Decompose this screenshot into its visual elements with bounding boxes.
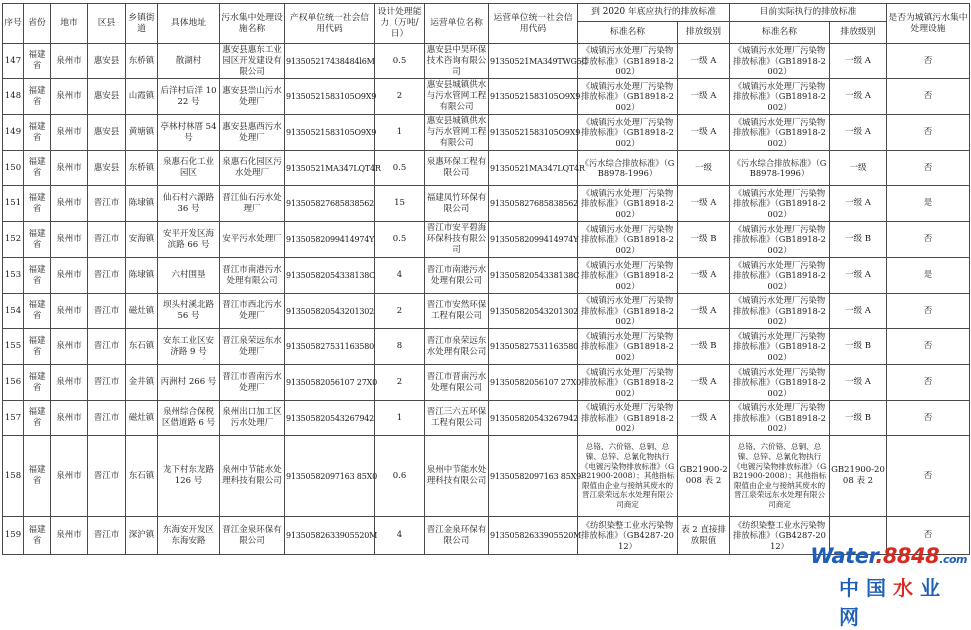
cell-current: 《城镇污水处理厂污染物排放标准》（GB18918-2002） bbox=[730, 44, 830, 79]
cell-county: 晋江市 bbox=[88, 329, 126, 365]
cell-facility: 晋江市晋南污水处理厂 bbox=[220, 365, 285, 401]
cell-current: 《城镇污水处理厂污染物排放标准》（GB18918-2002） bbox=[730, 258, 830, 294]
table-row bbox=[3, 294, 970, 329]
cell-address: 坝头村溪北路 56 号 bbox=[158, 294, 220, 329]
cell-level2020: 一级 A bbox=[678, 115, 730, 151]
cell-facility: 晋江仙石污水处理厂 bbox=[220, 186, 285, 222]
cell-province: 福建省 bbox=[24, 436, 51, 517]
cell-level-current: 一级 B bbox=[830, 329, 887, 365]
cell-capacity: 0.5 bbox=[375, 44, 425, 79]
cell-capacity: 0.6 bbox=[375, 436, 425, 517]
cell-operator: 晋江三六五环保工程有限公司 bbox=[425, 401, 489, 436]
table-row bbox=[3, 79, 970, 115]
cell-province: 福建省 bbox=[24, 79, 51, 115]
table-row bbox=[3, 151, 970, 186]
cell-operator: 泉州中节能水处理科技有限公司 bbox=[425, 436, 489, 517]
cell-std2020: 《城镇污水处理厂污染物排放标准》（GB18918-2002） bbox=[578, 258, 678, 294]
cell-level2020: 一级 B bbox=[678, 222, 730, 258]
cell-operator: 惠安县中昊环保技术咨询有限公司 bbox=[425, 44, 489, 79]
cell-province: 福建省 bbox=[24, 115, 51, 151]
cell-level2020: 一级 A bbox=[678, 401, 730, 436]
cell-facility: 惠安县惠东工业园区开发建设有限公司 bbox=[220, 44, 285, 79]
cell-address: 散湖村 bbox=[158, 44, 220, 79]
cell-address: 安平开发区海滨路 66 号 bbox=[158, 222, 220, 258]
cell-province: 福建省 bbox=[24, 401, 51, 436]
cell-owner-credit: 91350521583105O9X9 bbox=[285, 79, 375, 115]
cell-operator-credit: 91350582097163 85X9 bbox=[489, 436, 578, 517]
cell-urban: 否 bbox=[887, 222, 970, 258]
cell-owner-credit: 91350582097163 85X0 bbox=[285, 436, 375, 517]
cell-county: 晋江市 bbox=[88, 436, 126, 517]
cell-urban: 是 bbox=[887, 258, 970, 294]
header-facility: 污水集中处理设施名称 bbox=[220, 4, 285, 44]
cell-current: 《城镇污水处理厂污染物排放标准》（GB18918-2002） bbox=[730, 401, 830, 436]
cell-county: 晋江市 bbox=[88, 222, 126, 258]
cell-owner-credit: 913505827685838562 bbox=[285, 186, 375, 222]
header-operator-credit: 运营单位统一社会信用代码 bbox=[489, 4, 578, 44]
cell-county: 晋江市 bbox=[88, 258, 126, 294]
cell-address: 六村围垦 bbox=[158, 258, 220, 294]
table-row bbox=[3, 329, 970, 365]
cell-town: 东桥镇 bbox=[126, 151, 158, 186]
cell-operator: 晋江市泉荣远东水处理有限公司 bbox=[425, 329, 489, 365]
cell-city: 泉州市 bbox=[51, 329, 88, 365]
cell-address: 泉州综合保税区借道路 6 号 bbox=[158, 401, 220, 436]
cell-town: 陈埭镇 bbox=[126, 186, 158, 222]
cell-urban: 否 bbox=[887, 365, 970, 401]
cell-operator: 泉惠环保工程有限公司 bbox=[425, 151, 489, 186]
cell-province: 福建省 bbox=[24, 258, 51, 294]
cell-urban: 否 bbox=[887, 44, 970, 79]
cell-town: 磁灶镇 bbox=[126, 294, 158, 329]
cell-std2020: 《城镇污水处理厂污染物排放标准》（GB18918-2002） bbox=[578, 222, 678, 258]
cell-city: 泉州市 bbox=[51, 44, 88, 79]
cell-address: 龙下村东龙路 126 号 bbox=[158, 436, 220, 517]
cell-province: 福建省 bbox=[24, 517, 51, 555]
cell-county: 晋江市 bbox=[88, 294, 126, 329]
cell-current: 《城镇污水处理厂污染物排放标准》（GB18918-2002） bbox=[730, 329, 830, 365]
cell-current: 《城镇污水处理厂污染物排放标准》（GB18918-2002） bbox=[730, 365, 830, 401]
cell-seq: 153 bbox=[3, 258, 24, 294]
cell-province: 福建省 bbox=[24, 365, 51, 401]
cell-operator-credit: 913505827685838562 bbox=[489, 186, 578, 222]
header-address: 具体地址 bbox=[158, 4, 220, 44]
cell-level-current: GB21900-2008 表 2 bbox=[830, 436, 887, 517]
cell-county: 惠安县 bbox=[88, 79, 126, 115]
cell-capacity: 2 bbox=[375, 79, 425, 115]
cell-operator-credit: 913505820543201302 bbox=[489, 294, 578, 329]
cell-operator-credit: 91350582633905520M bbox=[489, 517, 578, 555]
cell-std2020: 《城镇污水处理厂污染物排放标准》（GB18918-2002） bbox=[578, 115, 678, 151]
cell-address: 丙洲村 266 号 bbox=[158, 365, 220, 401]
cell-level2020: 一级 bbox=[678, 151, 730, 186]
header-current: 目前实际执行的排放标准 bbox=[730, 4, 887, 22]
cell-owner-credit: 913505827531163580 bbox=[285, 329, 375, 365]
table-row bbox=[3, 115, 970, 151]
cell-facility: 晋江泉荣远东水处理厂 bbox=[220, 329, 285, 365]
cell-level-current: 一级 bbox=[830, 151, 887, 186]
table-row bbox=[3, 186, 970, 222]
header-operator: 运营单位名称 bbox=[425, 4, 489, 44]
cell-urban: 否 bbox=[887, 517, 970, 555]
cell-capacity: 4 bbox=[375, 258, 425, 294]
table-row bbox=[3, 44, 970, 79]
header-owner-credit: 产权单位统一社会信用代码 bbox=[285, 4, 375, 44]
cell-facility: 晋江金泉环保有限公司 bbox=[220, 517, 285, 555]
cell-level-current: 一级 A bbox=[830, 294, 887, 329]
cell-operator-credit: 91350521583105O9X9 bbox=[489, 79, 578, 115]
cell-level-current: 一级 B bbox=[830, 222, 887, 258]
cell-address: 东海安开发区东海安路 bbox=[158, 517, 220, 555]
cell-county: 惠安县 bbox=[88, 115, 126, 151]
cell-level2020: 一级 A bbox=[678, 79, 730, 115]
cell-owner-credit: 91350582633905520M bbox=[285, 517, 375, 555]
header-current-name: 标准名称 bbox=[730, 22, 830, 44]
cell-std2020: 《城镇污水处理厂污染物排放标准》（GB18918-2002） bbox=[578, 79, 678, 115]
cell-city: 泉州市 bbox=[51, 222, 88, 258]
cell-operator: 惠安县城镇供水与污水管网工程有限公司 bbox=[425, 79, 489, 115]
cell-county: 晋江市 bbox=[88, 517, 126, 555]
cell-town: 东石镇 bbox=[126, 329, 158, 365]
cell-level-current: 一级 A bbox=[830, 79, 887, 115]
cell-urban: 否 bbox=[887, 79, 970, 115]
cell-urban: 否 bbox=[887, 329, 970, 365]
cell-facility: 安平污水处理厂 bbox=[220, 222, 285, 258]
cell-capacity: 15 bbox=[375, 186, 425, 222]
header-town: 乡镇街道 bbox=[126, 4, 158, 44]
cell-operator-credit: 913505827531163580 bbox=[489, 329, 578, 365]
cell-std2020: 总铬、六价铬、总铜、总镍、总锌、总氰化物执行《电镀污染物排放标准》（GB21900-2008）；其他指标限值由企业与接纳其废水的晋江泉荣远东水处理有限公司商定 bbox=[578, 436, 678, 517]
table-row bbox=[3, 365, 970, 401]
cell-current: 《城镇污水处理厂污染物排放标准》（GB18918-2002） bbox=[730, 186, 830, 222]
cell-town: 黄塘镇 bbox=[126, 115, 158, 151]
cell-address: 亭林村林厝 54 号 bbox=[158, 115, 220, 151]
cell-std2020: 《城镇污水处理厂污染物排放标准》（GB18918-2002） bbox=[578, 44, 678, 79]
cell-capacity: 0.5 bbox=[375, 151, 425, 186]
cell-town: 山霞镇 bbox=[126, 79, 158, 115]
cell-capacity: 0.5 bbox=[375, 222, 425, 258]
header-city: 地市 bbox=[51, 4, 88, 44]
cell-std2020: 《城镇污水处理厂污染物排放标准》（GB18918-2002） bbox=[578, 329, 678, 365]
cell-level-current: 一级 A bbox=[830, 44, 887, 79]
cell-operator-credit: 91350521583105O9X9 bbox=[489, 115, 578, 151]
cell-province: 福建省 bbox=[24, 151, 51, 186]
cell-owner-credit: 913505820543201302 bbox=[285, 294, 375, 329]
cell-current: 《城镇污水处理厂污染物排放标准》（GB18918-2002） bbox=[730, 294, 830, 329]
cell-seq: 148 bbox=[3, 79, 24, 115]
cell-urban: 否 bbox=[887, 151, 970, 186]
cell-capacity: 2 bbox=[375, 294, 425, 329]
cell-level2020: GB21900-2008 表 2 bbox=[678, 436, 730, 517]
cell-city: 泉州市 bbox=[51, 186, 88, 222]
cell-level2020: 一级 A bbox=[678, 294, 730, 329]
cell-city: 泉州市 bbox=[51, 436, 88, 517]
cell-urban: 是 bbox=[887, 186, 970, 222]
cell-owner-credit: 91350582099414974Y bbox=[285, 222, 375, 258]
cell-operator: 晋江市南港污水处理有限公司 bbox=[425, 258, 489, 294]
cell-city: 泉州市 bbox=[51, 79, 88, 115]
cell-county: 惠安县 bbox=[88, 151, 126, 186]
cell-seq: 149 bbox=[3, 115, 24, 151]
cell-facility: 惠安县惠西污水处理厂 bbox=[220, 115, 285, 151]
cell-current: 《城镇污水处理厂污染物排放标准》（GB18918-2002） bbox=[730, 79, 830, 115]
cell-std2020: 《城镇污水处理厂污染物排放标准》（GB18918-2002） bbox=[578, 186, 678, 222]
cell-operator-credit: 91350521MA347LQT4R bbox=[489, 151, 578, 186]
cell-capacity: 8 bbox=[375, 329, 425, 365]
cell-town: 东石镇 bbox=[126, 436, 158, 517]
cell-province: 福建省 bbox=[24, 329, 51, 365]
header-county: 区县 bbox=[88, 4, 126, 44]
cell-owner-credit: 913505820543267942 bbox=[285, 401, 375, 436]
cell-capacity: 4 bbox=[375, 517, 425, 555]
cell-province: 福建省 bbox=[24, 222, 51, 258]
cell-level-current: 一级 A bbox=[830, 115, 887, 151]
cell-std2020: 《纺织染整工业水污染物排放标准》（GB4287-2012） bbox=[578, 517, 678, 555]
cell-capacity: 1 bbox=[375, 115, 425, 151]
cell-capacity: 2 bbox=[375, 365, 425, 401]
table-row bbox=[3, 222, 970, 258]
cell-seq: 159 bbox=[3, 517, 24, 555]
cell-province: 福建省 bbox=[24, 44, 51, 79]
cell-seq: 154 bbox=[3, 294, 24, 329]
cell-urban: 否 bbox=[887, 401, 970, 436]
cell-level2020: 表 2 直接排放限值 bbox=[678, 517, 730, 555]
cell-operator: 晋江金泉环保有限公司 bbox=[425, 517, 489, 555]
cell-level-current: 一级 B bbox=[830, 401, 887, 436]
cell-level2020: 一级 A bbox=[678, 44, 730, 79]
cell-operator-credit: 91350582054338138C bbox=[489, 258, 578, 294]
cell-level-current: 一级 A bbox=[830, 258, 887, 294]
cell-city: 泉州市 bbox=[51, 365, 88, 401]
cell-operator: 福建凤竹环保有限公司 bbox=[425, 186, 489, 222]
header-seq: 序号 bbox=[3, 4, 24, 44]
cell-operator: 晋江市安然环保工程有限公司 bbox=[425, 294, 489, 329]
cell-std2020: 《城镇污水处理厂污染物排放标准》（GB18918-2002） bbox=[578, 365, 678, 401]
cell-seq: 155 bbox=[3, 329, 24, 365]
cell-owner-credit: 91350521MA347LQT4R bbox=[285, 151, 375, 186]
cell-level-current: 一级 A bbox=[830, 365, 887, 401]
header-current-level: 排放级别 bbox=[830, 22, 887, 44]
header-province: 省份 bbox=[24, 4, 51, 44]
table-row bbox=[3, 401, 970, 436]
cell-seq: 156 bbox=[3, 365, 24, 401]
watermark-domain: Water.8848.com bbox=[810, 544, 967, 568]
cell-county: 晋江市 bbox=[88, 401, 126, 436]
cell-city: 泉州市 bbox=[51, 258, 88, 294]
cell-seq: 147 bbox=[3, 44, 24, 79]
cell-facility: 晋江市南港污水处理有限公司 bbox=[220, 258, 285, 294]
header-std2020-level: 排放级别 bbox=[678, 22, 730, 44]
cell-owner-credit: 913505217438484l6M bbox=[285, 44, 375, 79]
cell-std2020: 《城镇污水处理厂污染物排放标准》（GB18918-2002） bbox=[578, 401, 678, 436]
cell-operator-credit: 913505820543267942 bbox=[489, 401, 578, 436]
cell-owner-credit: 91350521583105O9X9 bbox=[285, 115, 375, 151]
cell-urban: 否 bbox=[887, 436, 970, 517]
cell-current: 《城镇污水处理厂污染物排放标准》（GB18918-2002） bbox=[730, 115, 830, 151]
cell-owner-credit: 91350582054338138C bbox=[285, 258, 375, 294]
discharge-standards-table bbox=[2, 3, 970, 555]
cell-capacity: 1 bbox=[375, 401, 425, 436]
cell-urban: 否 bbox=[887, 294, 970, 329]
cell-owner-credit: 91350582056107 27X0 bbox=[285, 365, 375, 401]
water8848-watermark bbox=[810, 544, 967, 629]
cell-operator: 晋江市安平碧海环保科技有限公司 bbox=[425, 222, 489, 258]
cell-level2020: 一级 A bbox=[678, 365, 730, 401]
cell-std2020: 《城镇污水处理厂污染物排放标准》（GB18918-2002） bbox=[578, 294, 678, 329]
table-row bbox=[3, 258, 970, 294]
cell-std2020: 《污水综合排放标准》（GB8978-1996） bbox=[578, 151, 678, 186]
cell-address: 后洋村后洋 1022 号 bbox=[158, 79, 220, 115]
cell-city: 泉州市 bbox=[51, 151, 88, 186]
cell-current: 《污水综合排放标准》（GB8978-1996） bbox=[730, 151, 830, 186]
cell-city: 泉州市 bbox=[51, 115, 88, 151]
cell-town: 深沪镇 bbox=[126, 517, 158, 555]
cell-province: 福建省 bbox=[24, 294, 51, 329]
cell-town: 安海镇 bbox=[126, 222, 158, 258]
cell-province: 福建省 bbox=[24, 186, 51, 222]
cell-operator-credit: 91350582056107 27X0 bbox=[489, 365, 578, 401]
cell-seq: 151 bbox=[3, 186, 24, 222]
header-capacity: 设计处理能力（万吨/日） bbox=[375, 4, 425, 44]
cell-level2020: 一级 A bbox=[678, 258, 730, 294]
cell-seq: 150 bbox=[3, 151, 24, 186]
cell-facility: 泉州中节能水处理科技有限公司 bbox=[220, 436, 285, 517]
cell-town: 磁灶镇 bbox=[126, 401, 158, 436]
cell-facility: 惠安县崇山污水处理厂 bbox=[220, 79, 285, 115]
cell-address: 仙石村六源路 36 号 bbox=[158, 186, 220, 222]
cell-county: 晋江市 bbox=[88, 186, 126, 222]
cell-address: 泉惠石化工业园区 bbox=[158, 151, 220, 186]
cell-seq: 157 bbox=[3, 401, 24, 436]
cell-operator-credit: 91350582099414974Y bbox=[489, 222, 578, 258]
cell-level-current: 一级 A bbox=[830, 186, 887, 222]
cell-town: 金井镇 bbox=[126, 365, 158, 401]
cell-city: 泉州市 bbox=[51, 517, 88, 555]
cell-town: 陈埭镇 bbox=[126, 258, 158, 294]
cell-operator: 晋江市晋南污水处理有限公司 bbox=[425, 365, 489, 401]
cell-county: 惠安县 bbox=[88, 44, 126, 79]
cell-town: 东桥镇 bbox=[126, 44, 158, 79]
cell-city: 泉州市 bbox=[51, 401, 88, 436]
cell-city: 泉州市 bbox=[51, 294, 88, 329]
cell-level2020: 一级 B bbox=[678, 329, 730, 365]
cell-facility: 泉惠石化园区污水处理厂 bbox=[220, 151, 285, 186]
cell-urban: 否 bbox=[887, 115, 970, 151]
cell-current: 《纺织染整工业水污染物排放标准》（GB4287-2012） bbox=[730, 517, 830, 555]
header-std2020: 到 2020 年底应执行的排放标准 bbox=[578, 4, 730, 22]
table-body bbox=[3, 44, 970, 555]
cell-current: 《城镇污水处理厂污染物排放标准》（GB18918-2002） bbox=[730, 222, 830, 258]
cell-seq: 152 bbox=[3, 222, 24, 258]
cell-level2020: 一级 A bbox=[678, 186, 730, 222]
cell-operator-credit: 91350521MA349TWG5C bbox=[489, 44, 578, 79]
watermark-site-name: 中国水业网 bbox=[839, 576, 947, 629]
table-row bbox=[3, 436, 970, 517]
cell-address: 安东工业区安济路 9 号 bbox=[158, 329, 220, 365]
cell-county: 晋江市 bbox=[88, 365, 126, 401]
cell-seq: 158 bbox=[3, 436, 24, 517]
cell-operator: 惠安县城镇供水与污水管网工程有限公司 bbox=[425, 115, 489, 151]
cell-facility: 泉州出口加工区污水处理厂 bbox=[220, 401, 285, 436]
header-urban: 是否为城镇污水集中处理设施 bbox=[887, 4, 970, 44]
header-std2020-name: 标准名称 bbox=[578, 22, 678, 44]
cell-facility: 晋江市西北污水处理厂 bbox=[220, 294, 285, 329]
cell-current: 总铬、六价铬、总铜、总镍、总锌、总氰化物执行《电镀污染物排放标准》（GB21900-2008）；其他指标限值由企业与接纳其废水的晋江泉荣远东水处理有限公司商定 bbox=[730, 436, 830, 517]
